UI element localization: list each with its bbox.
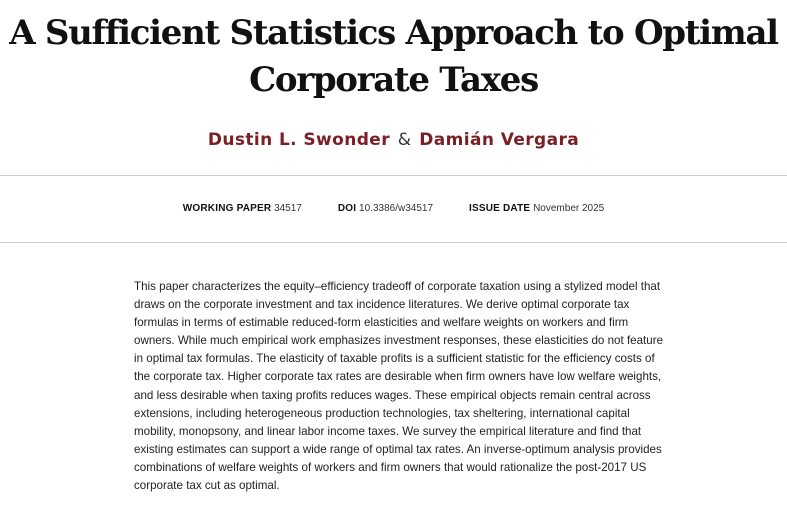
paper-metadata <box>0 201 787 217</box>
doi <box>338 201 433 217</box>
author-separator: & <box>397 130 412 150</box>
author-list <box>0 128 787 152</box>
working-paper-value: 34517 <box>274 203 302 214</box>
issue-date-label: ISSUE DATE <box>469 203 531 214</box>
working-paper-label: WORKING PAPER <box>182 203 272 214</box>
issue-date-value: November 2025 <box>533 203 605 214</box>
working-paper-number <box>183 201 302 217</box>
author-link-swonder[interactable]: Dustin L. Swonder <box>207 130 390 150</box>
abstract-text: This paper characterizes the equity–efficiency tradeoff of corporate taxation using a stylized model that draws on the corporate investment and tax incidence literatures. We derive optimal corporate tax formulas in terms of estimable reduced-form elasticities and welfare weights on workers and firm owners. While much empirical work emphasizes investment responses, these elasticities do not feature in optimal tax formulas. The elasticity of taxable profits is a sufficient statistic for the efficiency costs of the corporate tax. Higher corporate tax rates are desirable when firm owners have low welfare weights, and less desirable when taxing profits reduces wages. These empirical objects remain central across extensions, including heterogeneous production technologies, tax sheltering, international capital mobility, monopsony, and linear labor income taxes. We survey the empirical literature and find that existing estimates can support a wide range of optimal tax rates. An inverse-optimum analysis provides combinations of welfare weights of workers and firm owners that would rationalize the post-2017 US corporate tax cut as optimal. <box>134 280 664 493</box>
page-title: A Sufficient Statistics Approach to Optimal Corporate Taxes <box>9 13 778 100</box>
divider-top <box>0 175 787 176</box>
issue-date <box>469 201 604 217</box>
author-link-vergara[interactable]: Damián Vergara <box>419 130 580 150</box>
divider-bottom <box>0 242 787 243</box>
doi-label: DOI <box>337 203 357 214</box>
doi-value: 10.3386/w34517 <box>359 203 434 214</box>
